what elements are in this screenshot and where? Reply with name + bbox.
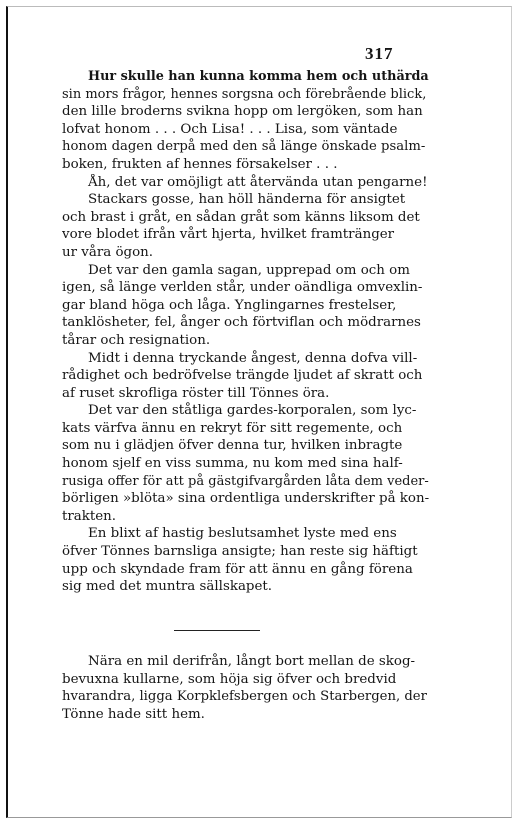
text-line: Tönne hade sitt hem. <box>62 706 205 722</box>
text-line: Hur skulle han kunna komma hem och uthärda <box>88 69 429 84</box>
text-line: tårar och resignation. <box>62 332 211 348</box>
text-line: gar bland höga och låga. Ynglingarnes frestelser, <box>62 297 397 313</box>
section-divider <box>174 630 260 631</box>
text-line: trakten. <box>62 508 117 524</box>
text-line: Det var den gamla sagan, upprepad om och om <box>88 262 410 278</box>
text-line: af ruset skrofliga röster till Tönnes öra. <box>62 385 330 401</box>
text-line: sig med det muntra sällskapet. <box>62 579 273 595</box>
text-line: rusiga offer för att på gästgifvargården låta dem veder- <box>62 473 429 489</box>
text-line: honom sjelf en viss summa, nu kom med sina half- <box>62 456 403 472</box>
text-line: kats värfva ännu en rekryt för sitt regemente, och <box>62 420 403 436</box>
text-line: lofvat honom . . . Och Lisa! . . . Lisa, som väntade <box>62 121 398 137</box>
text-line: boken, frukten af hennes försakelser . . . <box>62 156 338 172</box>
text-line: Stackars gosse, han höll händerna för ansigtet <box>88 192 406 208</box>
text-line: En blixt af hastig beslutsamhet lyste med ens <box>88 526 397 542</box>
text-line: ur våra ögon. <box>62 244 154 260</box>
text-line: som nu i glädjen öfver denna tur, hvilken inbragte <box>62 438 403 454</box>
text-line: och brast i gråt, en sådan gråt som känns liksom det <box>62 209 420 225</box>
closing-text <box>62 653 430 723</box>
text-line: den lille broderns svikna hopp om lergöken, som han <box>62 104 423 120</box>
text-line: sin mors frågor, hennes sorgsna och förebrående blick, <box>62 86 427 102</box>
text-line: börligen »blöta» sina ordentliga underskrifter på kon- <box>62 491 430 507</box>
text-line: upp och skyndade fram för att ännu en gång förena <box>62 561 413 577</box>
text-line: Midt i denna tryckande ångest, denna dofva vill- <box>88 350 418 366</box>
text-line: bevuxna kullarne, som höja sig öfver och bredvid <box>62 671 397 687</box>
text-line: vore blodet ifrån vårt hjerta, hvilket framtränger <box>62 227 395 243</box>
text-line: igen, så länge verlden står, under oändliga omvexlin- <box>62 280 423 296</box>
text-line: Det var den ståtliga gardes-korporalen, som lyc- <box>88 403 417 419</box>
text-line: öfver Tönnes barnsliga ansigte; han reste sig häftigt <box>62 544 418 560</box>
text-line: hvarandra, ligga Korpklefsbergen och Starbergen, der <box>62 689 427 705</box>
text-line: rådighet och bedröfvelse trängde ljudet af skratt och <box>62 368 423 384</box>
page-number: 317 <box>365 44 394 63</box>
main-text <box>62 68 430 596</box>
text-line: honom dagen derpå med den så länge önskade psalm- <box>62 139 426 155</box>
text-line: Åh, det var omöjligt att återvända utan pengarne! <box>88 174 428 190</box>
text-line: tanklösheter, fel, ånger och förtviflan och mödrarnes <box>62 315 421 331</box>
text-line: Nära en mil derifrån, långt bort mellan de skog- <box>88 654 416 669</box>
